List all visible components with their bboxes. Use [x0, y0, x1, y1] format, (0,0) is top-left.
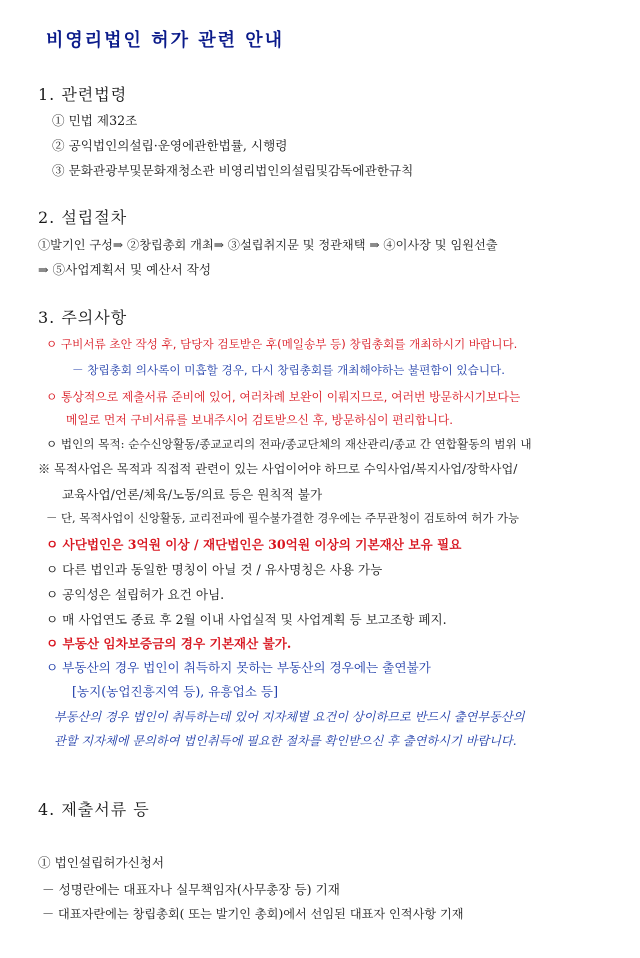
caution-report: ㅇ 매 사업연도 종료 후 2월 이내 사업실적 및 사업계획 등 보고조항 폐지.	[46, 612, 447, 627]
document-item-1: ① 법인설립허가신청서	[38, 855, 165, 870]
note-real-estate-2: 관할 지자체에 문의하여 법인취득에 필요한 절차를 확인받으신 후 출연하시기 바랍니다.	[54, 734, 517, 748]
section-4-heading: 4. 제출서류 등	[38, 800, 150, 819]
law-item-2: ② 공익법인의설립·운영에관한법률, 시행령	[52, 138, 288, 153]
caution-public-interest: ㅇ 공익성은 설립허가 요건 아님.	[46, 587, 225, 602]
document-item-1-note-2: － 대표자란에는 창립총회( 또는 발기인 총회)에서 선임된 대표자 인적사항 기재	[42, 907, 464, 921]
section-2-heading: 2. 설립절차	[38, 208, 128, 227]
caution-lease-deposit: ㅇ 부동산 임차보증금의 경우 기본재산 불가.	[46, 636, 292, 651]
document-title: 비영리법인 허가 관련 안내	[46, 30, 285, 51]
section-3-heading: 3. 주의사항	[38, 308, 128, 327]
caution-assets: ㅇ 사단법인은 3억원 이상 / 재단법인은 30억원 이상의 기본재산 보유 필요	[46, 537, 462, 552]
caution-business-note: ※ 목적사업은 목적과 직접적 관련이 있는 사업이어야 하므로 수익사업/복지사업/장학사업/	[38, 462, 518, 476]
caution-name: ㅇ 다른 법인과 동일한 명칭이 아닐 것 / 유사명칭은 사용 가능	[46, 562, 383, 577]
caution-purpose: ㅇ 법인의 목적: 순수신앙활동/종교교리의 전파/종교단체의 재산관리/종교 간 연합활동의 범위 내	[46, 437, 532, 451]
note-real-estate-1: 부동산의 경우 법인이 취득하는데 있어 지자체별 요건이 상이하므로 반드시 출연부동산의	[54, 710, 525, 724]
caution-draft-review: ㅇ 구비서류 초안 작성 후, 담당자 검토받은 후(메일송부 등) 창립총회를 개최하시기 바랍니다.	[46, 337, 518, 351]
caution-business-note-2: 교육사업/언론/체육/노동/의료 등은 원칙적 불가	[62, 487, 323, 502]
procedure-line-1: ①발기인 구성⇒ ②창립총회 개최⇒ ③설립취지문 및 정관채택 ⇒ ④이사장 및 임원선출	[38, 238, 498, 252]
caution-real-estate: ㅇ 부동산의 경우 법인이 취득하지 못하는 부동산의 경우에는 출연불가	[46, 660, 431, 675]
caution-real-estate-examples: [농지(농업진흥지역 등), 유흥업소 등]	[72, 684, 278, 699]
law-item-1: ① 민법 제32조	[52, 113, 138, 128]
caution-email-submit-2: 메일로 먼저 구비서류를 보내주시어 검토받으신 후, 방문하심이 편리합니다.	[66, 413, 454, 427]
law-item-3: ③ 문화관광부및문화재청소관 비영리법인의설립및감독에관한규칙	[52, 163, 414, 178]
caution-exception: － 단, 목적사업이 신앙활동, 교리전파에 필수불가결한 경우에는 주무관청이 검토하여 허가 가능	[46, 511, 519, 525]
procedure-line-2: ⇒ ⑤사업계획서 및 예산서 작성	[38, 262, 211, 277]
section-1-heading: 1. 관련법령	[38, 85, 128, 104]
caution-email-submit-1: ㅇ 통상적으로 제출서류 준비에 있어, 여러차례 보완이 이뤄지므로, 여러번 방문하시기보다는	[46, 390, 521, 404]
caution-minutes-note: － 창립총회 의사록이 미흡할 경우, 다시 창립총회를 개최해야하는 불편함이 있습니다.	[72, 363, 505, 377]
document-item-1-note-1: － 성명란에는 대표자나 실무책임자(사무총장 등) 기재	[42, 882, 340, 897]
